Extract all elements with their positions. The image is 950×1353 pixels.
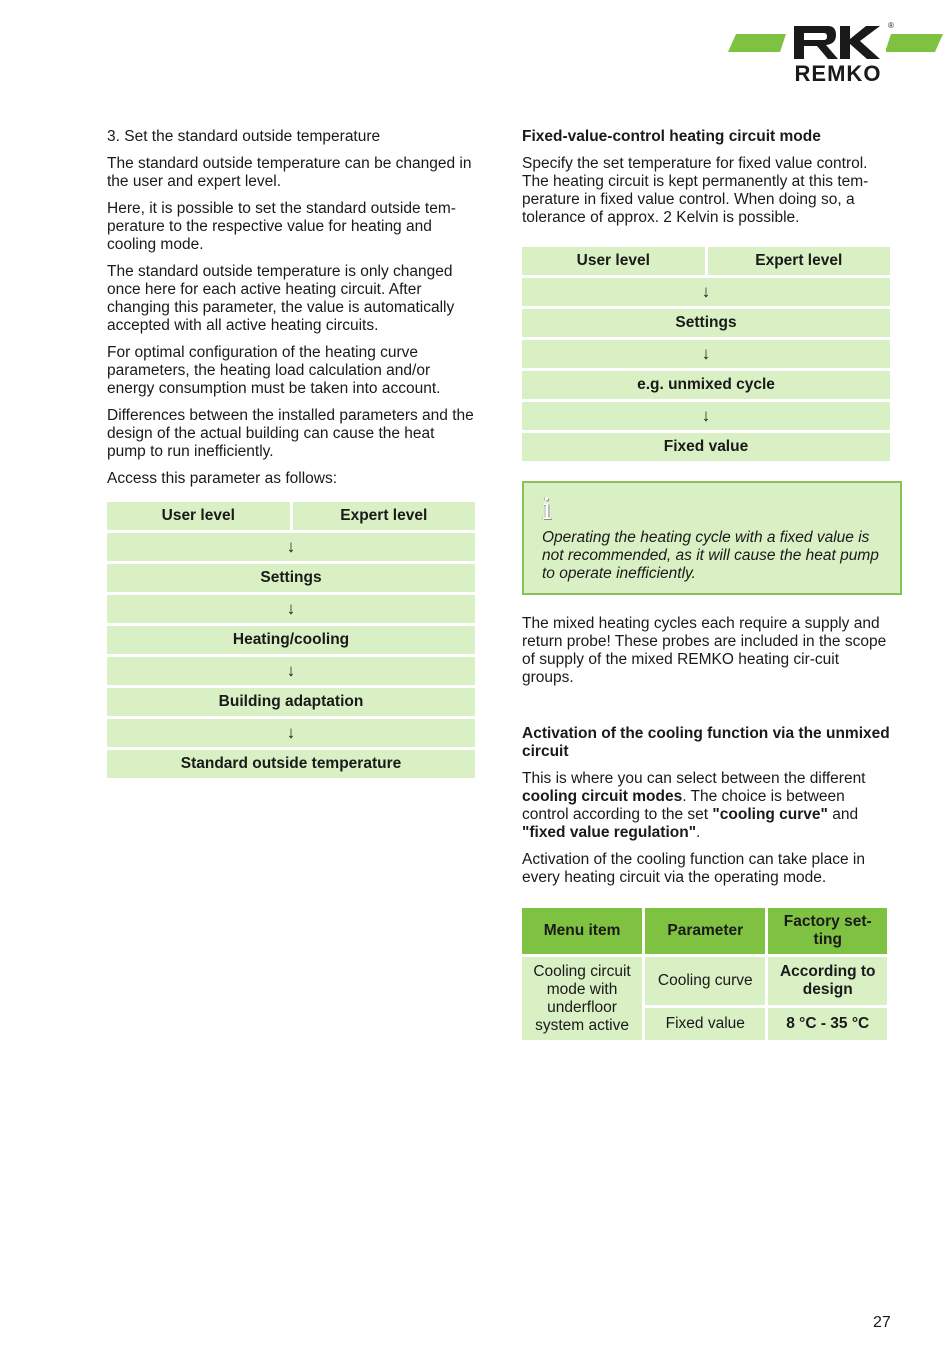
paragraph: Here, it is possible to set the standard outside tem-perature to the respective value for heating and cooling mode. bbox=[107, 200, 456, 253]
cooling-mode-table bbox=[519, 905, 890, 1043]
flow-step-settings: Settings bbox=[107, 564, 475, 592]
flow-step-building-adaptation: Building adaptation bbox=[107, 688, 475, 716]
flow-step-unmixed-cycle: e.g. unmixed cycle bbox=[522, 371, 890, 399]
table-header-parameter: Parameter bbox=[645, 908, 765, 954]
cooling-activation-paragraph: Activation of the cooling function can take place in every heating circuit via the operating mode. bbox=[522, 851, 865, 886]
left-column bbox=[107, 128, 475, 781]
flow-step-heating-cooling: Heating/cooling bbox=[107, 626, 475, 654]
logo-wordmark: REMKO bbox=[794, 61, 882, 86]
flow-step-fixed-value: Fixed value bbox=[522, 433, 890, 461]
flow-arrow-icon: ↓ bbox=[107, 533, 475, 561]
access-flow-diagram bbox=[107, 502, 475, 778]
logo-left-stripe bbox=[728, 34, 786, 52]
cooling-heading: Activation of the cooling function via the unmixed circuit bbox=[522, 725, 890, 760]
flow-user-level: User level bbox=[107, 502, 290, 530]
flow-expert-level: Expert level bbox=[708, 247, 891, 275]
remko-logo bbox=[728, 20, 943, 86]
page-number: 27 bbox=[873, 1314, 891, 1331]
paragraph: The standard outside temperature can be changed in the user and expert level. bbox=[107, 155, 472, 190]
paragraph: For optimal configuration of the heating curve parameters, the heating load calculation and/or energy consumption must be taken into account. bbox=[107, 344, 441, 397]
flow-expert-level: Expert level bbox=[293, 502, 476, 530]
flow-arrow-icon: ↓ bbox=[522, 278, 890, 306]
table-cell-factory: 8 °C - 35 °C bbox=[768, 1008, 887, 1040]
flow-arrow-icon: ↓ bbox=[107, 595, 475, 623]
flow-arrow-icon: ↓ bbox=[522, 402, 890, 430]
paragraph: The standard outside temperature is only changed once here for each active heating circuit. After changing this parameter, the value is automatically accepted with all active heating circuits. bbox=[107, 263, 455, 334]
info-icon: i bbox=[542, 492, 552, 527]
flow-user-level: User level bbox=[522, 247, 705, 275]
logo-right-stripe bbox=[885, 34, 943, 52]
table-cell-parameter: Fixed value bbox=[645, 1008, 765, 1040]
table-header-factory-setting: Factory set-ting bbox=[768, 908, 887, 954]
fixed-value-heading: Fixed-value-control heating circuit mode bbox=[522, 128, 821, 145]
table-cell-factory: According to design bbox=[768, 957, 887, 1005]
flow-arrow-icon: ↓ bbox=[107, 657, 475, 685]
paragraph: Access this parameter as follows: bbox=[107, 470, 338, 487]
info-note bbox=[522, 481, 902, 595]
flow-step-settings: Settings bbox=[522, 309, 890, 337]
table-cell-menu-item: Cooling circuit mode with underfloor system active bbox=[522, 957, 642, 1040]
flow-row-levels bbox=[107, 502, 475, 530]
flow-arrow-icon: ↓ bbox=[522, 340, 890, 368]
table-cell-parameter: Cooling curve bbox=[645, 957, 765, 1005]
logo-registered-mark: ® bbox=[888, 21, 894, 30]
table-header-menu-item: Menu item bbox=[522, 908, 642, 954]
flow-row-levels bbox=[522, 247, 890, 275]
step-title: 3. Set the standard outside temperature bbox=[107, 128, 381, 145]
paragraph: Differences between the installed parameters and the design of the actual building can cause the heat pump to run inefficiently. bbox=[107, 407, 474, 460]
cooling-paragraph: This is where you can select between the different cooling circuit modes. The choice is between control according to the set "cooling curve" and "fixed value regulation". bbox=[522, 770, 866, 841]
fixed-value-flow-diagram bbox=[522, 247, 890, 461]
mixed-cycles-paragraph: The mixed heating cycles each require a supply and return probe! These probes are included in the scope of supply of the mixed REMKO heating cir-cuit groups. bbox=[522, 615, 887, 686]
right-column bbox=[522, 128, 890, 1043]
flow-step-standard-outside-temperature: Standard outside temperature bbox=[107, 750, 475, 778]
flow-arrow-icon: ↓ bbox=[107, 719, 475, 747]
fixed-value-paragraph: Specify the set temperature for fixed value control. The heating circuit is kept permanently at this tem-perature in fixed value control. When doing so, a tolerance of approx. 2 Kelvin is possible. bbox=[522, 155, 869, 226]
info-note-text: Operating the heating cycle with a fixed value is not recommended, as it will cause the heat pump to operate inefficiently. bbox=[542, 529, 879, 582]
